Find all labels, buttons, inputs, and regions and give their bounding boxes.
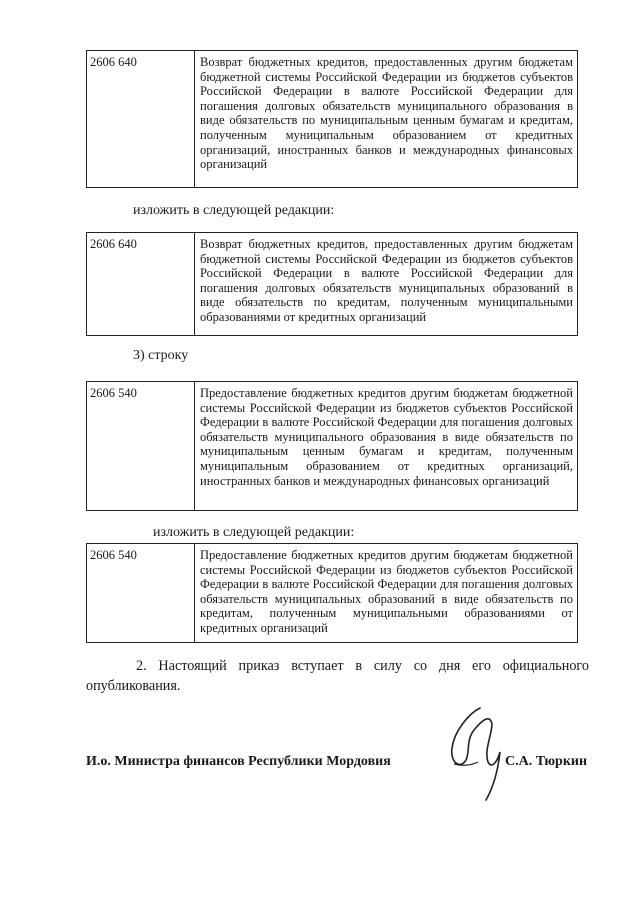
budget-description: Возврат бюджетных кредитов, предоставленных другим бюджетам бюджетной системы Российской Федерации из бюджетов субъектов Российской Федерации в валюте Российской Федерации для погашения долговых обязательств муниципального образования в виде обязательств по муниципальным ценным бумагам и кредитам, полученным муниципальным образованием от кредитных организаций, иностранных банков и международных финансовых организаций bbox=[200, 55, 573, 172]
budget-description: Предоставление бюджетных кредитов другим бюджетам бюджетной системы Российской Федерации из бюджетов субъектов Российской Федерации в валюте Российской Федерации для погашения долговых обязательств муниципального образования в виде обязательств по муниципальным ценным бумагам и кредитам, полученным муниципальным образованием от кредитных организаций, иностранных банков и международных финансовых организаций bbox=[200, 386, 573, 488]
signatory-title: И.о. Министра финансов Республики Мордовия bbox=[86, 754, 391, 769]
budget-code: 2606 540 bbox=[87, 544, 195, 642]
budget-description: Предоставление бюджетных кредитов другим бюджетам бюджетной системы Российской Федерации из бюджетов субъектов Российской Федерации в валюте Российской Федерации для погашения долговых обязательств муниципальных образований в виде обязательств по кредитам, полученным муниципальными образованиями от кредитных организаций bbox=[200, 548, 573, 635]
item-3-label: 3) строку bbox=[133, 348, 189, 363]
budget-code-table-4 bbox=[86, 543, 578, 643]
paragraph-2: 2. Настоящий приказ вступает в силу со дня его официального опубликования. bbox=[86, 658, 589, 694]
signatory-name: С.А. Тюркин bbox=[505, 754, 588, 769]
budget-code-table-2 bbox=[86, 232, 578, 336]
handwritten-signature bbox=[440, 700, 510, 810]
budget-code-table-3 bbox=[86, 381, 578, 511]
budget-code: 2606 640 bbox=[87, 51, 195, 187]
budget-description: Возврат бюджетных кредитов, предоставленных другим бюджетам бюджетной системы Российской Федерации из бюджетов субъектов Российской Федерации в валюте Российской Федерации для погашения долговых обязательств муниципальных образований в виде обязательств по кредитам, полученным муниципальными образованиями от кредитных организаций bbox=[200, 237, 573, 324]
budget-code: 2606 640 bbox=[87, 233, 195, 335]
budget-code: 2606 540 bbox=[87, 382, 195, 510]
redaction-note: изложить в следующей редакции: bbox=[133, 203, 335, 218]
redaction-note: изложить в следующей редакции: bbox=[153, 525, 355, 540]
budget-code-table-1 bbox=[86, 50, 578, 188]
